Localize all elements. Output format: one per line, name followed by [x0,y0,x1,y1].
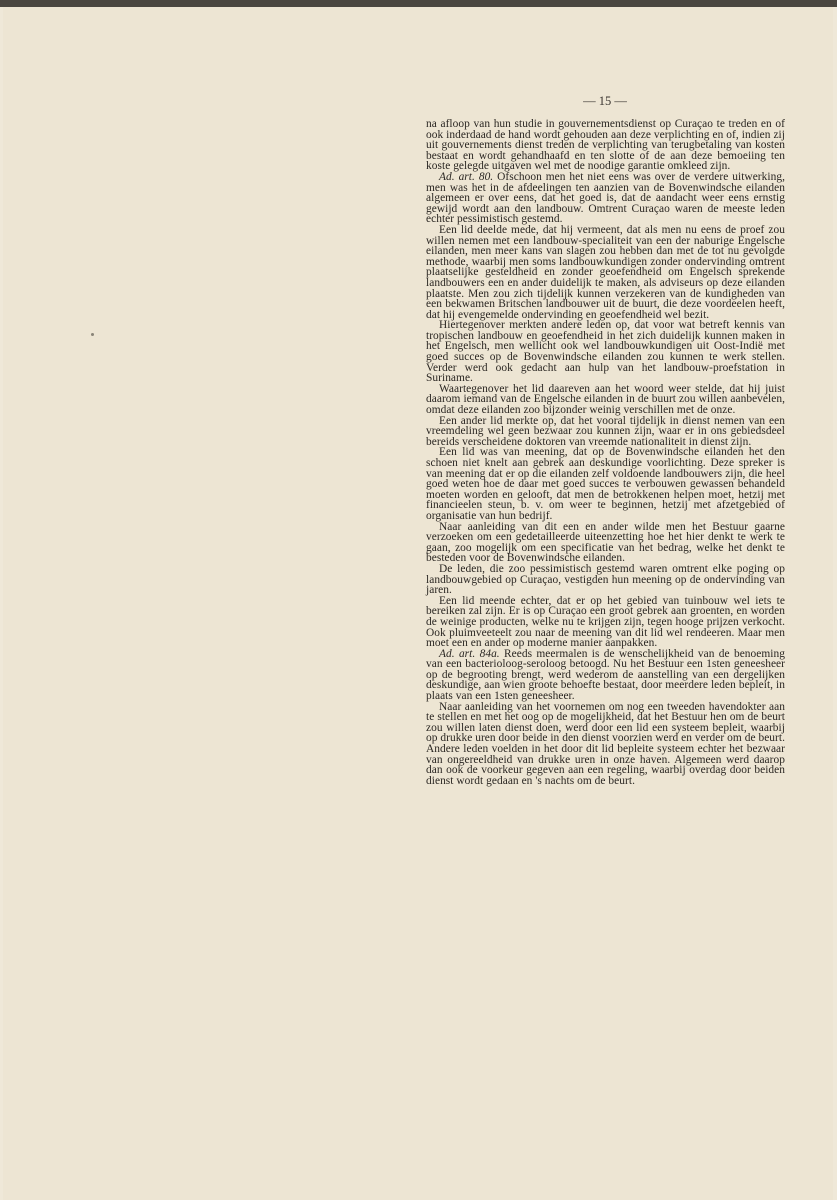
article-reference: Ad. art. 84a. [439,647,500,660]
paragraph-text: na afloop van hun studie in gouvernementsdienst op Curaçao te treden en of ook inderdaad de hand wordt gehouden aan deze verplichting en of, indien zij uit gouvernements dienst treden de verplichting van terugbetaling van kosten bestaat en wordt gehandhaafd en ten slotte of de aan deze bemoeiing ten koste gelegde uitgaven wel met de noodige garantie omkleed zijn. [426,118,785,173]
paragraph-3 [426,225,785,320]
paragraph-10 [426,596,785,649]
page-number: — 15 — [583,94,627,108]
paragraph-text: Een lid meende echter, dat er op het gebied van tuinbouw wel iets te bereiken zal zijn. Er is op Curaçao een groot gebrek aan groenten, en worden de weinige producten, welke nu te krijgen zijn, tegen hooge prijzen verkocht. Ook pluimveeteelt zou naar de meening van dit lid wel rendeeren. Maar men moet een en ander op moderne manier aanpakken. [426,594,785,650]
paragraph-4 [426,320,785,384]
paragraph-12 [426,702,785,787]
paragraph-1 [426,119,785,172]
article-reference: Ad. art. 80. [439,170,494,183]
paragraph-text: Een ander lid merkte op, dat het vooral tijdelijk in dienst nemen van een vreemdeling wel geen bezwaar zou kunnen zijn, waar er in ons gebiedsdeel bereids verscheidene doktoren van vreemde nationaliteit in dienst zijn. [426,414,785,448]
text-column [426,119,785,786]
paragraph-text: Hiertegenover merkten andere leden op, dat voor wat betreft kennis van tropischen landbouw en geoefendheid in het zich duidelijk kunnen maken in het Engelsch, men wellicht ook wel landbouwkundigen uit Oost-Indië met goed succes op de Bovenwindsche eilanden zou kunnen te werk stellen. Verder werd ook gedacht aan hulp van het landbouw-proefstation in Suriname. [426,319,785,385]
paragraph-6 [426,416,785,448]
paragraph-text: Naar aanleiding van dit een en ander wilde men het Bestuur gaarne verzoeken om een gedetailleerde uiteenzetting hoe het hier denkt te werk te gaan, zoo mogelijk om een specificatie van het bedrag, welke het denkt te besteden voor de Bovenwindsche eilanden. [426,520,785,565]
paragraph-7 [426,447,785,521]
paragraph-text: Ofschoon men het niet eens was over de verdere uitwerking, men was het in de afdeelingen ten aanzien van de Bovenwindsche eilanden algemeen er over eens, dat het goed is, dat de aandacht weer eens ernstig gewijd wordt aan den landbouw. Omtrent Curaçao waren de meeste leden echter pessimistisch gestemd. [426,170,785,226]
scan-top-edge [0,0,837,7]
paragraph-5 [426,384,785,416]
paragraph-text: De leden, die zoo pessimistisch gestemd waren omtrent elke poging op landbouwgebied op Curaçao, vestigden hun meening op de ondervinding van jaren. [426,562,785,597]
paragraph-text: Naar aanleiding van het voornemen om nog een tweeden havendokter aan te stellen en met het oog op de mogelijkheid, dat het Bestuur hen om de beurt zou willen laten dienst doen, werd door een lid een systeem bepleit, waarbij op drukke uren door beide in den dienst voorzien werd en verder om de beurt. Andere leden voelden in het door dit lid bepleite systeem echter het bezwaar van ongereeldheid van drukke uren in onze haven. Algemeen werd daarop dan ook de voorkeur gegeven aan een regeling, waarbij overdag door beiden dienst wordt gedaan en 's nachts om de beurt. [426,700,786,787]
paragraph-text: Waartegenover het lid daareven aan het woord weer stelde, dat hij juist daarom iemand van de Engelsche eilanden in de buurt zou willen aanbevelen, omdat deze eilanden zoo bijzonder weinig verschillen met de onze. [426,382,785,417]
paragraph-text: Reeds meermalen is de wenschelijkheid van de benoeming van een bacterioloog-seroloog betoogd. Nu het Bestuur een 1sten geneesheer op de begrooting brengt, werd wederom de aanstelling van een dergelijken deskundige, aan wien groote behoefte bestaat, door meerdere leden bepleit, in plaats van een 1sten geneesheer. [426,647,786,703]
paragraph-11 [426,649,785,702]
paragraph-8 [426,522,785,564]
paragraph-text: Een lid was van meening, dat op de Bovenwindsche eilanden het den schoen niet knelt aan gebrek aan deskundige voorlichting. Deze spreker is van meening dat er op die eilanden zelf voldoende landbouwers zijn, die heel goed weten hoe de daar met goed succes te verbouwen gewassen behandeld moeten worden en gelooft, dat men de betrokkenen helpen moet, hetzij met financieelen steun, b. v. om weer te beginnen, hetzij met afzetgebied of organisatie van hun bedrijf. [426,446,785,522]
paragraph-9 [426,564,785,596]
paragraph-text: Een lid deelde mede, dat hij vermeent, dat als men nu eens de proef zou willen nemen met een landbouw-specialiteit van een der naburige Engelsche eilanden, men meer kans van slagen zou hebben dan met de tot nu gevolgde methode, waarbij men soms landbouwkundigen zonder ondervinding omtrent plaatselijke gesteldheid en zonder geoefendheid om Engelsch sprekende landbouwers een en ander duidelijk te maken, als adviseurs op deze eilanden plaatste. Men zou zich tijdelijk kunnen verzekeren van de kundigheden van een bekwamen Britschen landbouwer uit de buurt, die deze voordeelen heeft, dat hij evengemelde ondervinding en geoefendheid wel bezit. [426,223,785,321]
paper-speck [91,333,94,336]
paragraph-2 [426,172,785,225]
